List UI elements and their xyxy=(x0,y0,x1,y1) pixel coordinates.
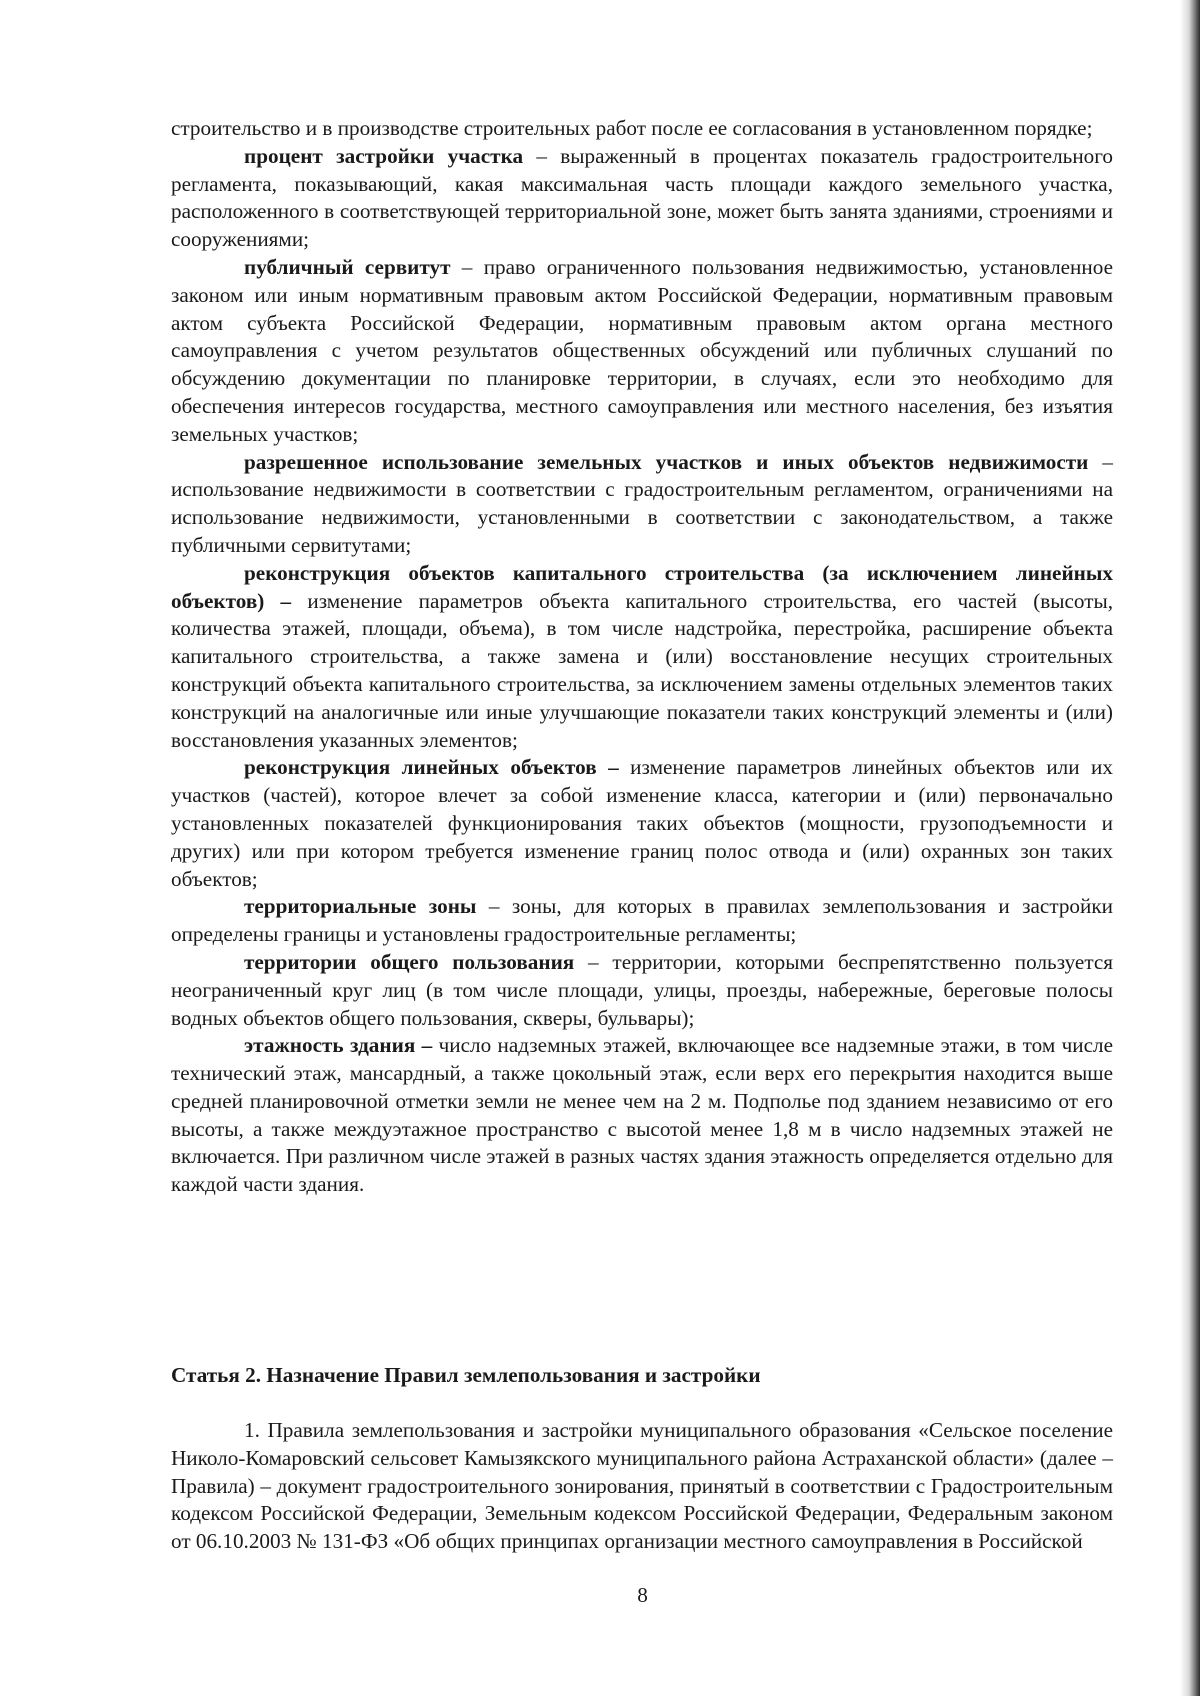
definition-paragraph xyxy=(171,254,1113,449)
article-paragraph: 1. Правила землепользования и застройки муниципального образования «Сельское поселение Николо-Комаровский сельсовет Камызякского муниципального района Астраханской области» (далее – Правила) – документ градостроительного зонирования, принятый в соответствии с Градостроительным кодексом Российской Федерации, Земельным кодексом Российской Федерации, Федеральным законом от 06.10.2003 № 131-ФЗ «Об общих принципах организации местного самоуправления в Российской xyxy=(171,1418,1113,1554)
definition-term: процент застройки участка xyxy=(244,143,524,168)
definition-term: территориальные зоны xyxy=(244,894,477,919)
definition-paragraph xyxy=(171,754,1113,893)
intro-paragraph: строительство и в производстве строительных работ после ее согласования в установленном порядке; xyxy=(171,116,1093,140)
definition-paragraph xyxy=(171,1032,1113,1199)
definition-text: – право ограниченного пользования недвижимостью, установленное законом или иным нормативным правовым актом Российской Федерации, нормативным правовым актом субъекта Российской Федерации, нормативным правовым актом органа местного самоуправления с учетом результатов общественных обсуждений или публичных слушаний по обсуждению документации по планировке территории, в случаях, если это необходимо для обеспечения интересов государства, местного самоуправления или местного населения, без изъятия земельных участков; xyxy=(171,254,1113,446)
definition-text: – использование недвижимости в соответствии с градостроительным регламентом, ограничениями на использование недвижимости, установленными в соответствии с законодательством, а также публичными сервитутами; xyxy=(171,449,1113,557)
definition-text: число надземных этажей, включающее все надземные этажи, в том числе технический этаж, мансардный, а также цокольный этаж, если верх его перекрытия находится выше средней планировочной отметки земли не менее чем на 2 м. Подполье под зданием независимо от его высоты, а также междуэтажное пространство с высотой менее 1,8 м в число надземных этажей не включается. При различном числе этажей в разных частях здания этажность определяется отдельно для каждой части здания. xyxy=(171,1033,1113,1197)
definition-paragraph xyxy=(171,893,1113,949)
definition-term: территории общего пользования xyxy=(244,949,575,974)
definition-text: – зоны, для которых в правилах землепользования и застройки определены границы и установлены градостроительные регламенты; xyxy=(171,894,1113,947)
definition-paragraph xyxy=(171,949,1113,1032)
definition-term: реконструкция объектов капитального строительства (за исключением линейных объектов) – xyxy=(171,560,1113,613)
definition-paragraph xyxy=(171,143,1113,254)
definition-term: реконструкция линейных объектов – xyxy=(244,755,619,780)
definition-text: – территории, которыми беспрепятственно пользуется неограниченный круг лиц (в том числе площади, улицы, проезды, набережные, береговые полосы водных объектов общего пользования, скверы, бульвары); xyxy=(171,949,1114,1030)
definition-term: этажность здания – xyxy=(244,1033,433,1058)
article-heading: Статья 2. Назначение Правил землепользования и застройки xyxy=(171,1363,761,1387)
definition-text: – выраженный в процентах показатель градостроительного регламента, показывающий, какая максимальная часть площади каждого земельного участка, расположенного в соответствующей территориальной зоне, может быть занята зданиями, строениями и сооружениями; xyxy=(171,143,1114,252)
document-body xyxy=(171,115,1113,1199)
definition-term: разрешенное использование земельных участков и иных объектов недвижимости xyxy=(244,449,1089,474)
page-number: 8 xyxy=(637,1583,648,1607)
definition-paragraph xyxy=(171,560,1113,755)
page-edge-shadow xyxy=(1180,0,1200,1696)
definition-paragraph xyxy=(171,449,1113,560)
definition-text: изменение параметров объекта капитального строительства, его частей (высоты, количества этажей, площади, объема), в том числе надстройка, перестройка, расширение объекта капитального строительства, а также замена и (или) восстановление несущих строительных конструкций объекта капитального строительства, за исключением замены отдельных элементов таких конструкций на аналогичные или иные улучшающие показатели таких конструкций элементы и (или) восстановления указанных элементов; xyxy=(171,588,1113,752)
definition-term: публичный сервитут xyxy=(244,254,451,279)
definition-text: изменение параметров линейных объектов или их участков (частей), которое влечет за собой изменение класса, категории и (или) первоначально установленных показателей функционирования таких объектов (мощности, грузоподъемности и других) или при котором требуется изменение границ полос отвода и (или) охранных зон таких объектов; xyxy=(171,755,1113,891)
